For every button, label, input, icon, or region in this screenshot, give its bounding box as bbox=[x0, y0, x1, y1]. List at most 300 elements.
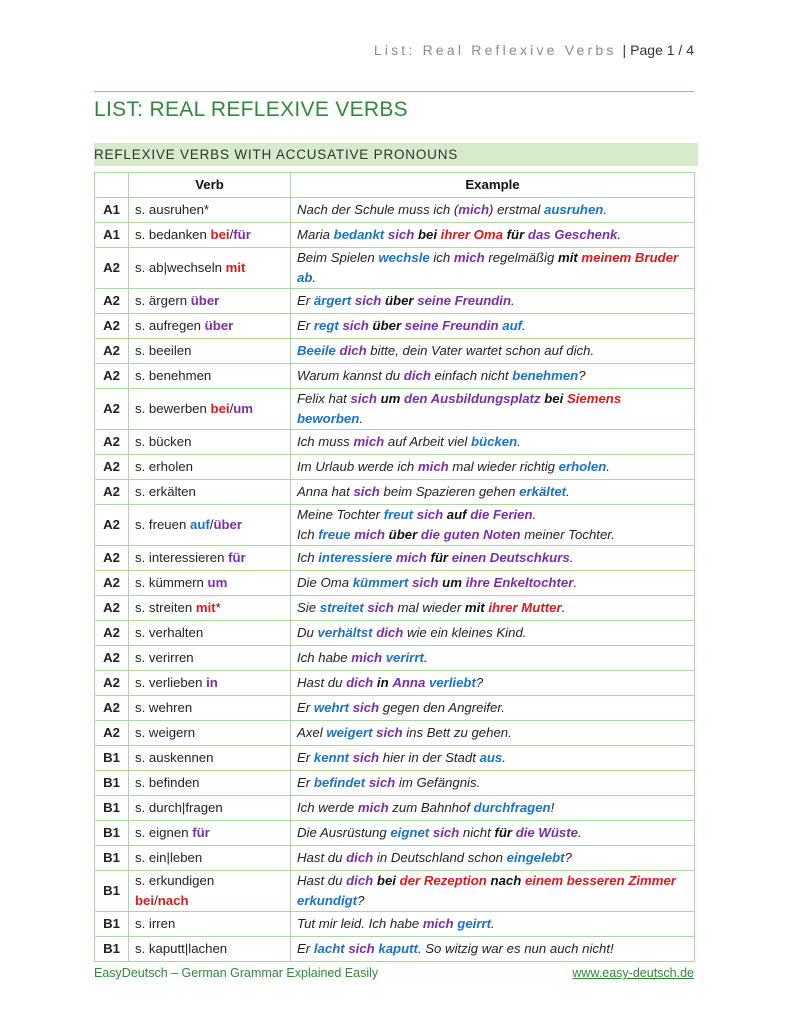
verb-cell bbox=[129, 671, 291, 696]
example-segment: über bbox=[372, 318, 402, 333]
table-row bbox=[95, 364, 695, 389]
example-cell bbox=[291, 571, 695, 596]
level-cell: B1 bbox=[95, 846, 129, 871]
example-segment: mal wieder bbox=[393, 600, 465, 615]
verb-segment: s. kaputt|lachen bbox=[135, 941, 228, 956]
example-cell bbox=[291, 671, 695, 696]
example-segment: wie ein kleines Kind. bbox=[403, 625, 527, 640]
verb-segment: s. streiten bbox=[135, 600, 196, 615]
verb-segment: s. interessieren bbox=[135, 550, 229, 565]
level-cell: A2 bbox=[95, 480, 129, 505]
example-cell bbox=[291, 871, 695, 912]
example-segment: mich bbox=[354, 527, 385, 542]
verb-cell bbox=[129, 289, 291, 314]
level-cell: A2 bbox=[95, 389, 129, 430]
example-segment: mich bbox=[422, 916, 454, 931]
example-cell bbox=[291, 796, 695, 821]
verb-cell bbox=[129, 912, 291, 937]
level-cell: A2 bbox=[95, 696, 129, 721]
table-row bbox=[95, 339, 695, 364]
example-cell bbox=[291, 289, 695, 314]
verb-segment: s. erkundigen bbox=[135, 873, 215, 888]
verb-segment: s. erkälten bbox=[135, 484, 196, 499]
example-segment: mich bbox=[395, 550, 427, 565]
verb-segment: für bbox=[192, 825, 210, 840]
example-segment: Sie bbox=[297, 600, 320, 615]
level-cell: A1 bbox=[95, 223, 129, 248]
verb-segment: über bbox=[213, 517, 243, 532]
example-cell bbox=[291, 646, 695, 671]
example-segment: einem besseren Zimmer bbox=[524, 873, 676, 888]
example-segment: wehrt bbox=[313, 700, 350, 715]
example-cell bbox=[291, 455, 695, 480]
verb-segment: s. verirren bbox=[135, 650, 194, 665]
example-segment: auf bbox=[502, 318, 523, 333]
level-cell: B1 bbox=[95, 821, 129, 846]
example-cell bbox=[291, 364, 695, 389]
example-segment: bedankt bbox=[333, 227, 385, 242]
level-cell: A2 bbox=[95, 505, 129, 546]
example-segment: mit bbox=[557, 250, 578, 265]
example-segment: Die Oma bbox=[297, 575, 353, 590]
example-segment: ihrer Oma bbox=[440, 227, 503, 242]
example-segment: Siemens bbox=[566, 391, 622, 406]
example-segment: seine Freundin bbox=[417, 293, 512, 308]
header-title: List: Real Reflexive Verbs bbox=[373, 42, 617, 58]
level-cell: A2 bbox=[95, 364, 129, 389]
example-segment: um bbox=[442, 575, 462, 590]
example-segment: hier in der Stadt bbox=[379, 750, 480, 765]
example-segment: mal wieder richtig bbox=[448, 459, 559, 474]
example-segment: ausruhen bbox=[543, 202, 604, 217]
verb-cell bbox=[129, 480, 291, 505]
example-segment: aus bbox=[479, 750, 503, 765]
example-segment: einen Deutschkurs bbox=[451, 550, 570, 565]
verb-cell bbox=[129, 771, 291, 796]
example-segment: für bbox=[494, 825, 513, 840]
example-segment: mit bbox=[464, 600, 485, 615]
verb-cell bbox=[129, 721, 291, 746]
example-segment: streitet bbox=[319, 600, 364, 615]
example-segment: interessiere bbox=[318, 550, 393, 565]
page-header bbox=[374, 42, 694, 58]
example-segment: bücken bbox=[470, 434, 518, 449]
footer-website-link[interactable]: www.easy-deutsch.de bbox=[572, 966, 694, 980]
example-segment: . bbox=[577, 825, 582, 840]
example-segment: Ich habe bbox=[297, 650, 352, 665]
example-segment: nach bbox=[490, 873, 522, 888]
example-segment: lacht bbox=[313, 941, 345, 956]
table-row bbox=[95, 596, 695, 621]
table-row bbox=[95, 696, 695, 721]
example-segment: Warum kannst du bbox=[297, 368, 404, 383]
example-segment: Ich bbox=[297, 550, 319, 565]
verb-cell bbox=[129, 364, 291, 389]
level-cell: B1 bbox=[95, 912, 129, 937]
table-row bbox=[95, 937, 695, 962]
example-segment: auf bbox=[446, 507, 467, 522]
example-cell bbox=[291, 505, 695, 546]
level-cell: B1 bbox=[95, 937, 129, 962]
verb-segment: bei bbox=[210, 227, 230, 242]
table-row bbox=[95, 821, 695, 846]
verb-segment: s. ärgern bbox=[135, 293, 191, 308]
verb-segment: in bbox=[206, 675, 218, 690]
table-row bbox=[95, 912, 695, 937]
example-segment: sich bbox=[367, 600, 394, 615]
example-segment: Er bbox=[297, 750, 314, 765]
verb-segment: / bbox=[229, 227, 234, 242]
table-row bbox=[95, 646, 695, 671]
example-segment: gegen den Angreifer. bbox=[379, 700, 505, 715]
example-segment: mich bbox=[453, 250, 485, 265]
example-segment: . bbox=[423, 650, 428, 665]
verb-segment: s. freuen bbox=[135, 517, 190, 532]
example-segment: im Gefängnis. bbox=[395, 775, 481, 790]
table-body bbox=[95, 198, 695, 962]
example-segment: . bbox=[606, 459, 610, 474]
example-segment: ? bbox=[564, 850, 572, 865]
table-row bbox=[95, 289, 695, 314]
example-segment: ärgert bbox=[313, 293, 352, 308]
verb-segment: s. ab|wechseln bbox=[135, 260, 226, 275]
example-segment: die Ferien bbox=[470, 507, 533, 522]
example-segment: Ich bbox=[297, 527, 319, 542]
verb-segment: über bbox=[190, 293, 220, 308]
table-row bbox=[95, 389, 695, 430]
section-title: REFLEXIVE VERBS WITH ACCUSATIVE PRONOUNS bbox=[94, 147, 459, 162]
example-segment: geirrt bbox=[457, 916, 491, 931]
verb-segment: / bbox=[209, 517, 214, 532]
example-segment: Die Ausrüstung bbox=[297, 825, 391, 840]
example-segment: durchfragen bbox=[473, 800, 551, 815]
verb-cell bbox=[129, 571, 291, 596]
example-segment: Er bbox=[297, 941, 314, 956]
example-segment: Ich muss bbox=[297, 434, 354, 449]
document-title: LIST: REAL REFLEXIVE VERBS bbox=[94, 98, 408, 121]
header-page-number: Page 1 / 4 bbox=[630, 42, 694, 58]
example-segment: meinem Bruder bbox=[581, 250, 679, 265]
example-segment: Meine Tochter bbox=[297, 507, 384, 522]
example-segment: freue bbox=[318, 527, 351, 542]
example-segment: mich bbox=[458, 202, 490, 217]
example-segment: ihre Enkeltochter bbox=[465, 575, 574, 590]
example-segment: über bbox=[388, 527, 418, 542]
verb-cell bbox=[129, 937, 291, 962]
verbs-table bbox=[94, 172, 695, 962]
example-segment: mich bbox=[353, 434, 385, 449]
level-cell: A2 bbox=[95, 646, 129, 671]
example-cell bbox=[291, 771, 695, 796]
level-cell: A2 bbox=[95, 314, 129, 339]
footer-brand: EasyDeutsch – German Grammar Explained Easily bbox=[94, 966, 379, 980]
example-segment: Hast du bbox=[297, 850, 347, 865]
example-segment: sich bbox=[352, 700, 380, 715]
example-cell bbox=[291, 480, 695, 505]
example-cell bbox=[291, 389, 695, 430]
example-segment: um bbox=[380, 391, 401, 406]
example-cell bbox=[291, 314, 695, 339]
table-row bbox=[95, 771, 695, 796]
level-cell: B1 bbox=[95, 771, 129, 796]
verb-segment: mit bbox=[225, 260, 246, 275]
example-segment: sich bbox=[348, 941, 375, 956]
example-segment: erkundigt bbox=[297, 893, 358, 908]
level-cell: B1 bbox=[95, 746, 129, 771]
verb-segment: s. weigern bbox=[135, 725, 196, 740]
example-segment: . bbox=[617, 227, 622, 242]
example-segment: beworben bbox=[297, 411, 360, 426]
level-cell: A2 bbox=[95, 621, 129, 646]
verb-cell bbox=[129, 198, 291, 223]
level-cell: B1 bbox=[95, 871, 129, 912]
level-cell: A2 bbox=[95, 571, 129, 596]
example-segment: Felix hat bbox=[297, 391, 351, 406]
example-segment: Er bbox=[297, 318, 314, 333]
example-segment: ins Bett zu gehen. bbox=[402, 725, 512, 740]
verb-segment: s. verlieben bbox=[135, 675, 207, 690]
table-row bbox=[95, 871, 695, 912]
example-segment: sich bbox=[353, 484, 380, 499]
verb-segment: s. verhalten bbox=[135, 625, 204, 640]
example-segment: sich bbox=[416, 507, 444, 522]
example-segment: dich bbox=[346, 675, 374, 690]
example-cell bbox=[291, 721, 695, 746]
verb-cell bbox=[129, 455, 291, 480]
example-segment: Im Urlaub werde ich bbox=[297, 459, 418, 474]
verb-cell bbox=[129, 314, 291, 339]
example-segment: meiner Tochter. bbox=[520, 527, 615, 542]
example-segment: . bbox=[502, 750, 506, 765]
verb-segment: s. bedanken bbox=[135, 227, 211, 242]
example-segment: Hast du bbox=[297, 873, 347, 888]
example-segment: für bbox=[506, 227, 525, 242]
example-segment: die guten Noten bbox=[420, 527, 521, 542]
example-segment: eignet bbox=[390, 825, 430, 840]
table-row bbox=[95, 721, 695, 746]
verb-segment: / bbox=[154, 893, 158, 908]
level-cell: A2 bbox=[95, 546, 129, 571]
example-segment: sich bbox=[376, 725, 403, 740]
verb-segment: mit bbox=[195, 600, 216, 615]
example-segment: Beeile bbox=[297, 343, 336, 358]
verb-cell bbox=[129, 339, 291, 364]
example-segment: . bbox=[359, 411, 363, 426]
example-segment: weigert bbox=[326, 725, 373, 740]
table-row bbox=[95, 455, 695, 480]
example-segment: erkältet bbox=[519, 484, 567, 499]
example-segment: auf Arbeit viel bbox=[384, 434, 471, 449]
verb-cell bbox=[129, 223, 291, 248]
verb-segment: s. ausruhen* bbox=[135, 202, 210, 217]
example-segment: bei bbox=[417, 227, 437, 242]
title-rule bbox=[94, 91, 694, 92]
example-segment: bitte, dein Vater wartet schon auf dich. bbox=[366, 343, 595, 358]
verb-segment: s. erholen bbox=[135, 459, 193, 474]
table-row bbox=[95, 846, 695, 871]
example-segment: Ich werde bbox=[297, 800, 358, 815]
verb-segment: bei bbox=[210, 401, 230, 416]
example-segment: zum Bahnhof bbox=[388, 800, 474, 815]
verb-segment: s. wehren bbox=[135, 700, 193, 715]
example-segment: Axel bbox=[297, 725, 327, 740]
example-segment: dich bbox=[376, 625, 404, 640]
example-segment: verhältst bbox=[317, 625, 373, 640]
example-segment: seine Freundin bbox=[404, 318, 499, 333]
verb-segment: s. durch|fragen bbox=[135, 800, 223, 815]
verb-segment: nach bbox=[157, 893, 189, 908]
example-segment: sich bbox=[412, 575, 439, 590]
verb-cell bbox=[129, 696, 291, 721]
example-segment: mich bbox=[417, 459, 449, 474]
example-segment: ! bbox=[550, 800, 555, 815]
example-segment: den Ausbildungsplatz bbox=[404, 391, 541, 406]
verb-segment: * bbox=[215, 600, 221, 615]
verb-segment: über bbox=[204, 318, 234, 333]
verb-cell bbox=[129, 546, 291, 571]
verb-cell bbox=[129, 746, 291, 771]
example-segment: kennt bbox=[313, 750, 350, 765]
verb-segment: / bbox=[229, 401, 234, 416]
example-segment: das Geschenk bbox=[527, 227, 618, 242]
example-segment: einfach nicht bbox=[430, 368, 513, 383]
verb-cell bbox=[129, 821, 291, 846]
verb-segment: s. aufregen bbox=[135, 318, 205, 333]
verb-segment: auf bbox=[189, 517, 210, 532]
table-row bbox=[95, 505, 695, 546]
verb-cell bbox=[129, 505, 291, 546]
table-row bbox=[95, 223, 695, 248]
example-cell bbox=[291, 546, 695, 571]
table-row bbox=[95, 314, 695, 339]
example-segment: dich bbox=[346, 850, 374, 865]
example-segment: benehmen bbox=[512, 368, 579, 383]
example-segment: Tut mir leid. Ich habe bbox=[297, 916, 423, 931]
verb-segment: für bbox=[228, 550, 246, 565]
verb-cell bbox=[129, 430, 291, 455]
example-segment: Nach der Schule muss ich ( bbox=[297, 202, 459, 217]
level-cell: A2 bbox=[95, 248, 129, 289]
level-column-header bbox=[95, 173, 129, 198]
example-segment: sich bbox=[432, 825, 460, 840]
verb-segment: für bbox=[233, 227, 251, 242]
example-segment: ab bbox=[297, 270, 313, 285]
level-cell: A2 bbox=[95, 430, 129, 455]
verb-column-header: Verb bbox=[129, 173, 291, 198]
example-cell bbox=[291, 248, 695, 289]
example-segment: die Wüste bbox=[515, 825, 578, 840]
example-segment: ? bbox=[357, 893, 365, 908]
example-cell bbox=[291, 746, 695, 771]
example-column-header: Example bbox=[291, 173, 695, 198]
example-cell bbox=[291, 223, 695, 248]
level-cell: A2 bbox=[95, 289, 129, 314]
example-segment: sich bbox=[354, 293, 382, 308]
example-segment: Du bbox=[297, 625, 318, 640]
example-segment: . bbox=[561, 600, 566, 615]
example-segment: Anna bbox=[392, 675, 426, 690]
example-segment: ) erstmal bbox=[489, 202, 544, 217]
example-segment: Er bbox=[297, 700, 314, 715]
example-cell bbox=[291, 696, 695, 721]
example-segment: wechsle bbox=[378, 250, 430, 265]
verb-cell bbox=[129, 871, 291, 912]
example-segment: in bbox=[376, 675, 389, 690]
table-row bbox=[95, 671, 695, 696]
example-segment: . bbox=[573, 575, 577, 590]
table-row bbox=[95, 480, 695, 505]
example-cell bbox=[291, 596, 695, 621]
example-segment: nicht bbox=[459, 825, 495, 840]
example-segment: befindet bbox=[313, 775, 366, 790]
example-segment: Maria bbox=[297, 227, 334, 242]
example-segment: in Deutschland schon bbox=[373, 850, 507, 865]
verb-segment: s. benehmen bbox=[135, 368, 212, 383]
verb-cell bbox=[129, 596, 291, 621]
table-row bbox=[95, 796, 695, 821]
header-separator: | bbox=[622, 42, 627, 58]
example-segment: sich bbox=[387, 227, 415, 242]
table-row bbox=[95, 198, 695, 223]
verb-segment: s. beeilen bbox=[135, 343, 192, 358]
table-row bbox=[95, 746, 695, 771]
example-segment: kaputt bbox=[378, 941, 418, 956]
verb-segment: s. auskennen bbox=[135, 750, 214, 765]
verb-cell bbox=[129, 846, 291, 871]
example-segment: ich bbox=[429, 250, 454, 265]
example-segment: . bbox=[491, 916, 495, 931]
example-segment: Anna hat bbox=[297, 484, 354, 499]
example-segment: . bbox=[312, 270, 317, 285]
example-segment: . bbox=[566, 484, 570, 499]
table-row bbox=[95, 248, 695, 289]
example-segment: verirrt bbox=[385, 650, 424, 665]
verb-cell bbox=[129, 248, 291, 289]
example-segment: . bbox=[511, 293, 515, 308]
example-segment: . bbox=[522, 318, 526, 333]
example-segment: sich bbox=[342, 318, 369, 333]
verb-cell bbox=[129, 646, 291, 671]
verb-segment: s. ein|leben bbox=[135, 850, 203, 865]
example-cell bbox=[291, 937, 695, 962]
example-segment: freut bbox=[383, 507, 414, 522]
example-segment: mich bbox=[351, 650, 383, 665]
verb-segment: bei bbox=[135, 893, 155, 908]
table-row bbox=[95, 621, 695, 646]
table-row bbox=[95, 546, 695, 571]
example-cell bbox=[291, 198, 695, 223]
example-segment: sich bbox=[350, 391, 377, 406]
example-segment: Er bbox=[297, 775, 314, 790]
table-row bbox=[95, 571, 695, 596]
example-segment: ? bbox=[475, 675, 484, 690]
example-segment: regt bbox=[313, 318, 339, 333]
example-segment: mich bbox=[357, 800, 389, 815]
level-cell: A1 bbox=[95, 198, 129, 223]
level-cell: A2 bbox=[95, 721, 129, 746]
example-segment: sich bbox=[368, 775, 396, 790]
example-segment: eingelebt bbox=[506, 850, 565, 865]
example-segment: ? bbox=[578, 368, 586, 383]
example-segment: bei bbox=[544, 391, 564, 406]
verb-segment: um bbox=[233, 401, 254, 416]
table-row bbox=[95, 430, 695, 455]
example-cell bbox=[291, 912, 695, 937]
example-segment: regelmäßig bbox=[484, 250, 558, 265]
example-cell bbox=[291, 430, 695, 455]
example-segment: dich bbox=[346, 873, 374, 888]
example-segment: beim Spazieren gehen bbox=[379, 484, 520, 499]
